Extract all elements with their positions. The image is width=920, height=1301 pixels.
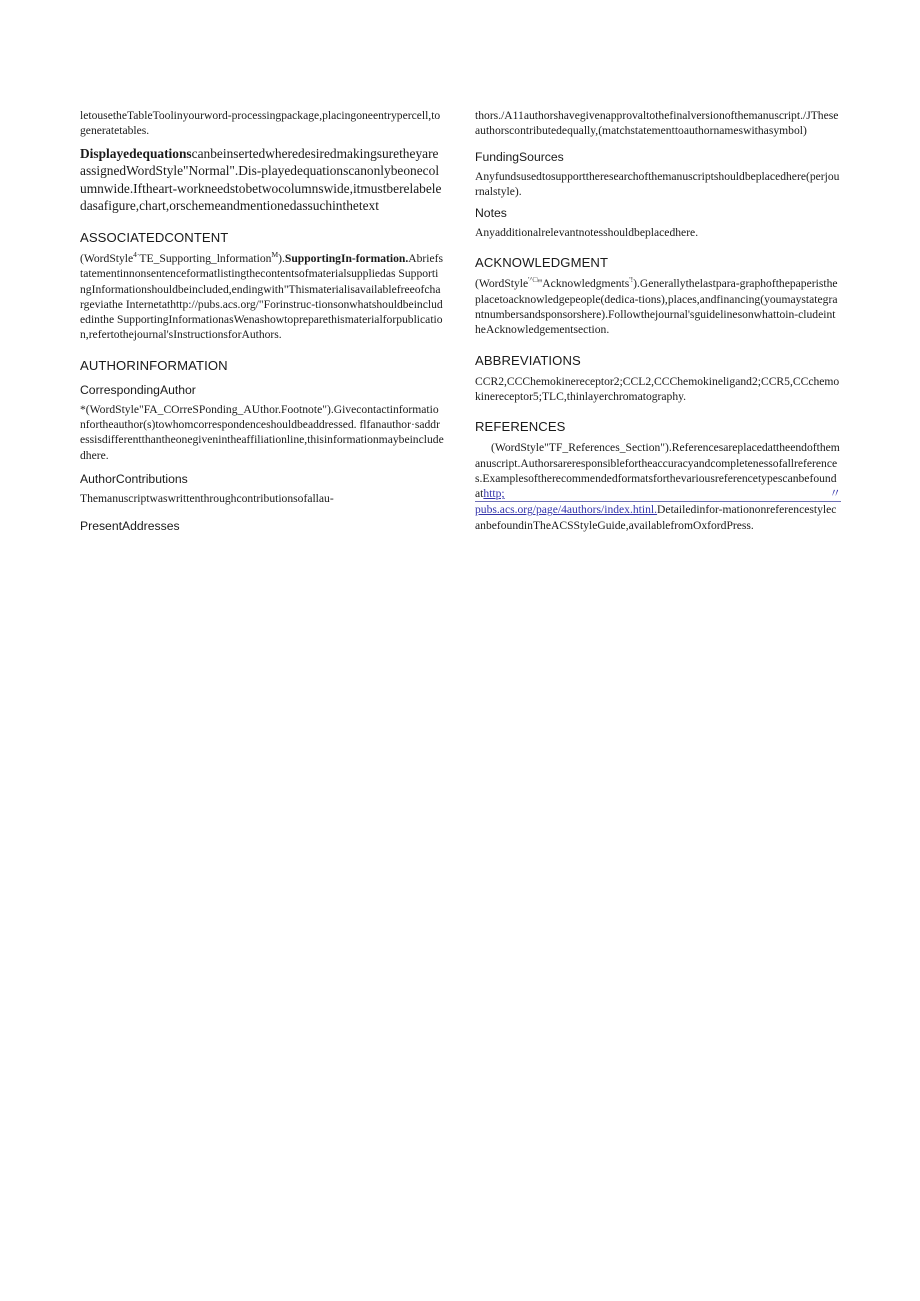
associated-text: Abriefstatementinnonsentenceformatlistingthecontentsofmaterialsuppliedas SupportingInformationshouldbeincluded,endingwith"Thismaterialisavailablefreeofchargeviathe Internetathttp://pubs.acs.org/"Forinstruc-tionsonwhatshouldbeincludedinthe SupportingInformationasWenashowtopreparethismaterialforpublication,refertothejournal'sInstructionsforAuthors. bbox=[80, 251, 444, 342]
equations-bold-term: Displayedequations bbox=[80, 145, 192, 161]
funding-sources-paragraph: Anyfundsusedtosupporttheresearchofthemanuscriptshouldbeplacedhere(perjournalstyle). bbox=[475, 169, 840, 198]
associated-sup-2: M bbox=[271, 250, 279, 260]
left-column bbox=[80, 108, 444, 538]
notes-heading: Notes bbox=[475, 206, 507, 221]
references-link-pubs[interactable]: pubs.acs.org/page/4authors/index.htinl. bbox=[475, 503, 658, 517]
author-contributions-heading: AuthorContributions bbox=[80, 471, 188, 486]
author-contributions-paragraph: Themanuscriptwaswrittenthroughcontributionsofallau- bbox=[80, 491, 334, 505]
associated-sup-1: 4· bbox=[133, 250, 140, 260]
ack-text: ).Generallythelastpara-graphofthepaperistheplacetoacknowledgepeople(dedica-tions),places,andfinancing(youmaystategrantnumbersandsponsorshere).Followthejournal'sguidelinesonwhattoin-cludeintheAcknowledgementsection. bbox=[475, 277, 838, 337]
supporting-info-bold: SupportingIn-formation. bbox=[284, 251, 409, 265]
link-mark: 〃 bbox=[829, 487, 841, 501]
corresponding-author-heading: CorrespondingAuthor bbox=[80, 382, 196, 397]
funding-sources-heading: FundingSources bbox=[475, 149, 564, 164]
abbreviations-heading: ABBREVIATIONS bbox=[475, 352, 581, 368]
references-heading: REFERENCES bbox=[475, 419, 566, 435]
associated-close: ). bbox=[278, 251, 285, 265]
present-addresses-heading: PresentAddresses bbox=[80, 519, 180, 534]
associated-style-name: TE_Supporting_lnformation bbox=[139, 251, 272, 265]
acknowledgment-paragraph bbox=[475, 276, 841, 337]
corresponding-author-paragraph: *(WordStyle"FA_COrreSPonding_AUthor.Footnote").Givecontactinformationfortheauthor(s)towhomcorrespondenceshouldbeaddressed. flfanauthor·saddressisdifferentthantheonegivenintheaffiliationline,thisinformationmaybeincludedhere. bbox=[80, 402, 444, 462]
ack-style-prefix: (WordStyle bbox=[475, 277, 529, 291]
equations-text: canbeinsertedwheredesiredmakingsuretheyareassignedWordStyle"Normal".Dis-playedequationscanonlybeonecolumnwide.Iftheart-workneedstobetwocolumnswide,itmustberelabeledasafigure,chart,orschemeandmentionedassuchinthetext bbox=[80, 145, 442, 214]
ack-sup-1: '^□ bbox=[528, 275, 538, 285]
tables-paragraph: letousetheTableToolinyourword-processingpackage,placingoneentrypercell,togeneratetables. bbox=[80, 109, 441, 138]
ack-style-name: "Acknowledgments bbox=[537, 277, 630, 291]
author-information-heading: AUTHORINFORMATION bbox=[80, 357, 228, 373]
notes-paragraph: Anyadditionalrelevantnotesshouldbeplacedhere. bbox=[475, 226, 699, 240]
references-link-tail[interactable] bbox=[475, 486, 841, 502]
ack-sup-2: '! bbox=[629, 275, 634, 285]
references-text-2: Detailedinfor-mationonreferencestylecanbefoundinTheACSStyleGuide,availablefromOxfordPress. bbox=[475, 503, 837, 532]
associated-content-heading: ASSOCIATEDCONTENT bbox=[80, 229, 229, 245]
references-paragraph-2 bbox=[475, 502, 841, 533]
associated-style-prefix: (WordStyle bbox=[80, 251, 134, 265]
associated-content-paragraph bbox=[80, 251, 444, 343]
acknowledgment-heading: ACKNOWLEDGMENT bbox=[475, 255, 609, 271]
references-text-1: (WordStyle"TF_References_Section").Referencesareplacedattheendofthemanuscript.Authorsareresponsiblefortheaccuracyandcompletenessofallreferences.Examplesoftherecommendedformatsforthevariousreferencetypescanbefoundat bbox=[475, 441, 840, 501]
references-link-line bbox=[475, 486, 841, 502]
equations-paragraph bbox=[80, 145, 444, 215]
contributions-continued-paragraph: thors./A11authorshavegivenapprovaltothefinalversionofthemanuscript./JTheseauthorscontributedequally,(matchstatementtoauthornameswithasymbol) bbox=[475, 109, 839, 138]
abbreviations-paragraph: CCR2,CCChemokinereceptor2;CCL2,CCChemokineligand2;CCR5,CCchemokinereceptor5;TLC,thinlayerchromatography. bbox=[475, 374, 840, 403]
right-column bbox=[475, 108, 841, 539]
references-link-http[interactable]: http; bbox=[483, 487, 505, 501]
